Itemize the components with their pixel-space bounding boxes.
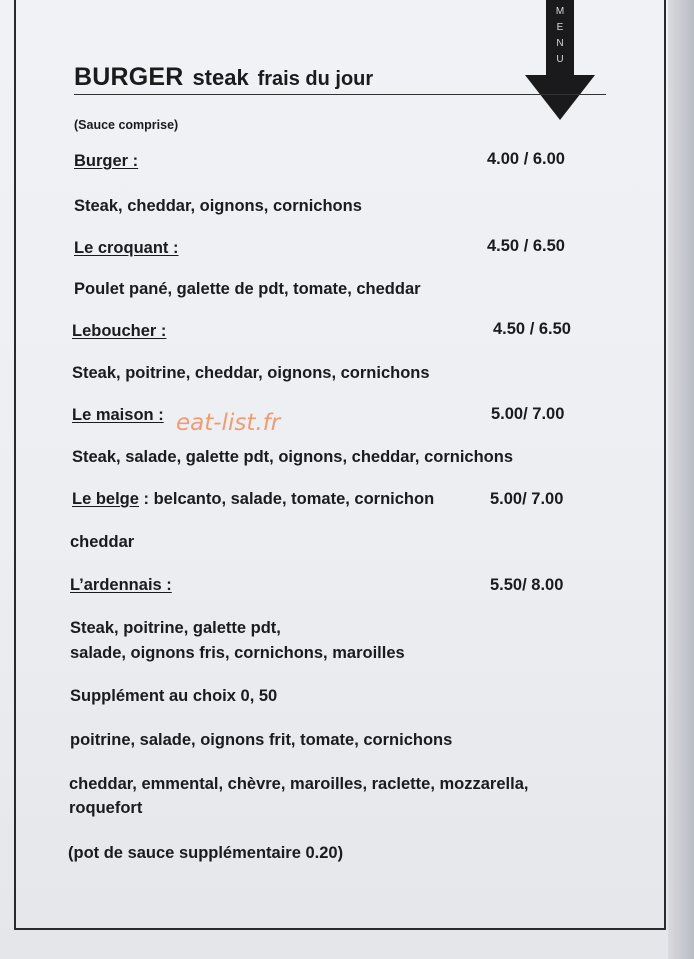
title-steak: steak [192, 65, 249, 90]
item-price-maison: 5.00/ 7.00 [491, 405, 565, 423]
title-subtitle: frais du jour [257, 68, 374, 90]
item-name-maison: Le maison : [72, 406, 164, 424]
watermark-text: eat-list.fr [176, 410, 281, 436]
title-divider [74, 94, 606, 95]
item-desc-ardennais-1: Steak, poitrine, galette pdt, [70, 619, 281, 637]
title-burger: BURGER [74, 63, 184, 91]
menu-letter: M [555, 6, 565, 17]
item-line-belge [72, 490, 434, 510]
menu-letter: N [556, 38, 564, 49]
item-desc-ardennais-2: salade, oignons fris, cornichons, maroilles [70, 644, 405, 662]
item-name-burger: Burger : [74, 152, 139, 170]
page-title [74, 58, 373, 90]
item-price-ardennais: 5.50/ 8.00 [490, 576, 564, 594]
item-name-croquant: Le croquant : [74, 239, 179, 257]
item-price-croquant: 4.50 / 6.50 [487, 237, 565, 255]
menu-letter: E [556, 22, 564, 33]
menu-letter: U [556, 54, 564, 65]
menu-arrow-label [548, 4, 572, 68]
item-name-ardennais: L’ardennais : [70, 576, 172, 594]
supplement-list-1: poitrine, salade, oignons frit, tomate, cornichons [70, 731, 453, 749]
item-price-leboucher: 4.50 / 6.50 [493, 320, 571, 338]
item-desc-maison: Steak, salade, galette pdt, oignons, cheddar, cornichons [72, 448, 514, 466]
page-edge-shadow [668, 0, 694, 959]
item-desc-belge: cheddar [70, 533, 135, 551]
item-desc-burger: Steak, cheddar, oignons, cornichons [74, 197, 362, 215]
item-price-burger: 4.00 / 6.00 [487, 150, 565, 168]
item-price-belge: 5.00/ 7.00 [490, 490, 564, 508]
item-name-leboucher: Leboucher : [72, 322, 167, 340]
sauce-pot-note: (pot de sauce supplémentaire 0.20) [68, 844, 344, 862]
supplement-list-2: cheddar, emmental, chèvre, maroilles, raclette, mozzarella, [69, 775, 529, 793]
item-inline-belge: : belcanto, salade, tomate, cornichon [138, 490, 435, 508]
item-name-belge: Le belge [72, 490, 139, 508]
sauce-note: (Sauce comprise) [74, 118, 179, 132]
item-desc-leboucher: Steak, poitrine, cheddar, oignons, cornichons [72, 364, 430, 382]
item-desc-croquant: Poulet pané, galette de pdt, tomate, cheddar [74, 280, 421, 298]
supplement-list-3: roquefort [69, 799, 143, 817]
supplement-title: Supplément au choix 0, 50 [70, 687, 278, 705]
